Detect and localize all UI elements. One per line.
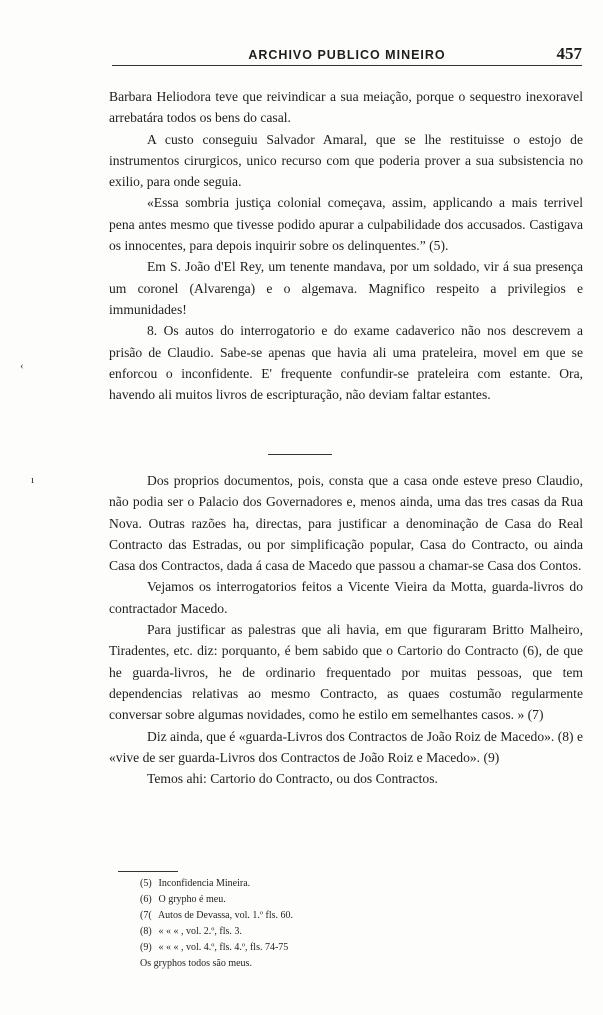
footnotes xyxy=(140,876,440,972)
footnote-text: « « « , vol. 4.º, fls. 4.º, fls. 74-75 xyxy=(158,942,289,953)
paragraph: Barbara Heliodora teve que reivindicar a sua meiação, porque o sequestro inexoravel arrebatára todos os bens do casal. xyxy=(109,89,583,126)
footnote xyxy=(140,876,440,892)
section-separator xyxy=(268,454,332,455)
body-text-top xyxy=(109,86,583,405)
page-number: 457 xyxy=(556,44,582,63)
paragraph: 8. Os autos do interrogatorio e do exame cadaverico não nos descrevem a prisão de Claudio. Sabe-se apenas que havia ali uma prateleira, movel em que se enforcou o inconfidente. E' frequente confundir-se prateleira com estante. Ora, havendo ali muitos livros de escripturação, não deviam faltar estantes. xyxy=(109,323,583,403)
footnote-number: (6) xyxy=(140,894,152,905)
footnote xyxy=(140,908,440,924)
paragraph: A custo conseguiu Salvador Amaral, que se lhe restituisse o estojo de instrumentos cirurgicos, unico recurso com que poderia prover a sua subsistencia no exilio, para onde seguia. xyxy=(109,131,583,190)
footnote xyxy=(140,956,440,972)
paragraph: Vejamos os interrogatorios feitos a Vicente Vieira da Motta, guarda-livros do contractador Macedo. xyxy=(109,579,583,616)
running-title: ARCHIVO PUBLICO MINEIRO xyxy=(248,48,446,62)
footnote-number: (7( xyxy=(140,910,152,921)
footnote-rule xyxy=(118,871,178,872)
footnote-text: Autos de Devassa, vol. 1.º fls. 60. xyxy=(157,910,293,921)
footnote-text: Inconfidencia Mineira. xyxy=(158,878,251,889)
body-text-bottom xyxy=(109,470,583,789)
running-header xyxy=(112,40,582,66)
paragraph: Em S. João d'El Rey, um tenente mandava, por um soldado, vir á sua presença um coronel (Alvarenga) e o algemava. Magnifico respeito a privilegios e immunidades! xyxy=(109,259,583,317)
margin-mark: ı xyxy=(31,474,35,486)
footnote-number: (9) xyxy=(140,942,152,953)
paragraph: «Essa sombria justiça colonial começava, assim, applicando a mais terrivel pena antes mesmo que tivesse podido apurar a culpabilidade dos accusados. Castigava os innocentes, para depois inquirir sobre os delinquentes.” (5). xyxy=(109,195,583,254)
footnote xyxy=(140,924,440,940)
footnote-number: (5) xyxy=(140,878,152,889)
footnote-text: Os gryphos todos são meus. xyxy=(140,958,252,969)
paragraph: Dos proprios documentos, pois, consta que a casa onde esteve preso Claudio, não podia ser o Palacio dos Governadores e, menos ainda, uma das tres casas da Rua Nova. Outras razões ha, directas, para justificar a denominação de Casa do Real Contracto das Estradas, ou por simplificação popular, Casa do Contracto, ou ainda Casa dos Contractos, dada á casa de Macedo que passou a chamar-se Casa dos Contos. xyxy=(109,473,583,574)
footnote-number: (8) xyxy=(140,926,152,937)
header-rule xyxy=(112,65,582,66)
footnote xyxy=(140,892,440,908)
paragraph: Temos ahi: Cartorio do Contracto, ou dos Contractos. xyxy=(147,771,438,787)
margin-mark: ‹ xyxy=(20,360,24,372)
footnote xyxy=(140,940,440,956)
footnote-text: O grypho é meu. xyxy=(158,894,226,905)
paragraph: Diz ainda, que é «guarda-Livros dos Contractos de João Roiz de Macedo». (8) e «vive de ser guarda-Livros dos Contractos de João Roiz e Macedo». (9) xyxy=(109,728,583,765)
footnote-text: « « « , vol. 2.º, fls. 3. xyxy=(158,926,242,937)
paragraph: Para justificar as palestras que ali havia, em que figuraram Britto Malheiro, Tiradentes, etc. diz: porquanto, é bem sabido que o Cartorio do Contracto (6), de que he guarda-livros, he de ordinario frequentado por muitas pessoas, que tem dependencias relativas ao mesmo Contracto, as quaes costumão regularmente conversar sobre algumas novidades, como he estilo em semelhantes casos. » (7) xyxy=(109,622,583,723)
